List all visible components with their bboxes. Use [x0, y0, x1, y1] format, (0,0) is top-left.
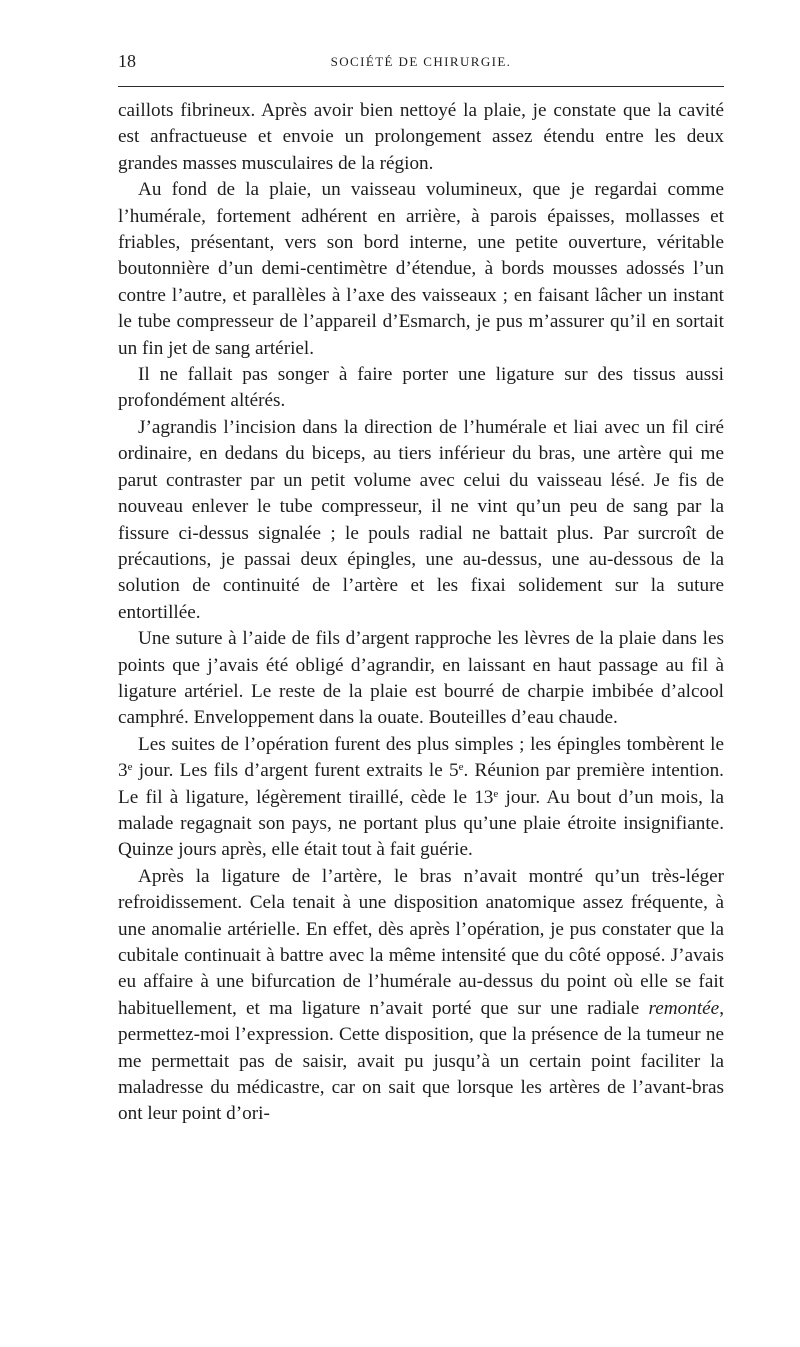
paragraph-5: Une suture à l’aide de fils d’argent rapproche les lèvres de la plaie dans les points que j’avais été obligé d’agrandir, en laissant en haut passage au fil à ligature artériel. Le reste de la plaie est bourré de charpie imbibée d’alcool camphré. Enveloppement dans la ouate. Bouteilles d’eau chaude. — [118, 628, 724, 729]
page-header — [118, 51, 724, 75]
paragraph-2: Au fond de la plaie, un vaisseau volumineux, que je regardai comme l’humérale, fortement adhérent en arrière, à parois épaisses, mollasses et friables, présentant, vers son bord interne, une petite ouverture, véritable boutonnière d’un demi-centimètre d’étendue, à bords mousses adossés l’un contre l’autre, et parallèles à l’axe des vaisseaux ; en faisant lâcher un instant le tube compresseur de l’appareil d’Esmarch, je pus m’assurer qu’il en sortait un fin jet de sang artériel. — [118, 179, 724, 359]
paragraph-6-part-1: Les suites de l’opération furent des plus simples ; les épingles tombèrent le 3 — [118, 733, 724, 782]
paragraph-7-part-2: , permettez-moi l’expression. Cette disposition, que la présence de la tumeur ne me permettait pas de saisir, avait pu jusqu’à un certain point faciliter la maladresse du médicastre, car on sait que lorsque les artères de l’avant-bras ont leur point d’ori- — [118, 997, 724, 1125]
paragraph-6-part-4: jour. Au bout d’un mois, la malade regagnait son pays, ne portant plus qu’une plaie étroite insignifiante. Quinze jours après, elle était tout à fait guérie. — [118, 786, 725, 861]
paragraph-6-part-2: jour. Les fils d’argent furent extraits le 5 — [132, 760, 459, 782]
ordinal-suffix-1: e — [127, 761, 133, 774]
paragraph-4: J’agrandis l’incision dans la direction de l’humérale et liai avec un fil ciré ordinaire, en dedans du biceps, au tiers inférieur du bras, une artère qui me parut contraster par un petit volume avec celui du vaisseau lésé. Je fis de nouveau enlever le tube compresseur, il ne vint qu’un peu de sang par la fissure ci-dessus signalée ; le pouls radial ne battait plus. Par surcroît de précautions, je passai deux épingles, une au-dessus, une au-dessous de la solution de continuité de l’artère et les fixai solidement sur la suture entortillée. — [118, 416, 724, 623]
ordinal-suffix-2: e — [458, 761, 464, 774]
body-text — [118, 98, 724, 1128]
paragraph-3: Il ne fallait pas songer à faire porter une ligature sur des tissus aussi profondément altérés. — [118, 364, 724, 412]
header-rule — [118, 86, 724, 87]
paragraph-6-part-3: . Réunion par première intention. Le fil à ligature, légèrement tiraillé, cède le 13 — [118, 760, 724, 808]
italic-emphasis: remontée — [648, 997, 720, 1019]
running-head: SOCIÉTÉ DE CHIRURGIE. — [330, 54, 512, 69]
paragraph-7-part-1: Après la ligature de l’artère, le bras n’avait montré qu’un très-léger refroidissement. Cela tenait à une disposition anatomique assez fréquente, à une anomalie artérielle. En effet, dès après l’opération, je pus constater que la cubitale continuait à battre avec la même intensité que du côté opposé. J’avais eu affaire à une bifurcation de l’humérale au-dessus du point où elle se fait habituellement, et ma ligature n’avait porté que sur une radiale — [118, 865, 724, 1019]
paragraph-7 — [118, 864, 724, 1128]
page-number: 18 — [118, 51, 136, 71]
paragraph-1: caillots fibrineux. Après avoir bien nettoyé la plaie, je constate que la cavité est anfractueuse et envoie un prolongement assez étendu entre les deux grandes masses musculaires de la région. — [118, 100, 724, 174]
ordinal-suffix-3: e — [493, 787, 499, 800]
paragraph-6 — [118, 732, 724, 864]
